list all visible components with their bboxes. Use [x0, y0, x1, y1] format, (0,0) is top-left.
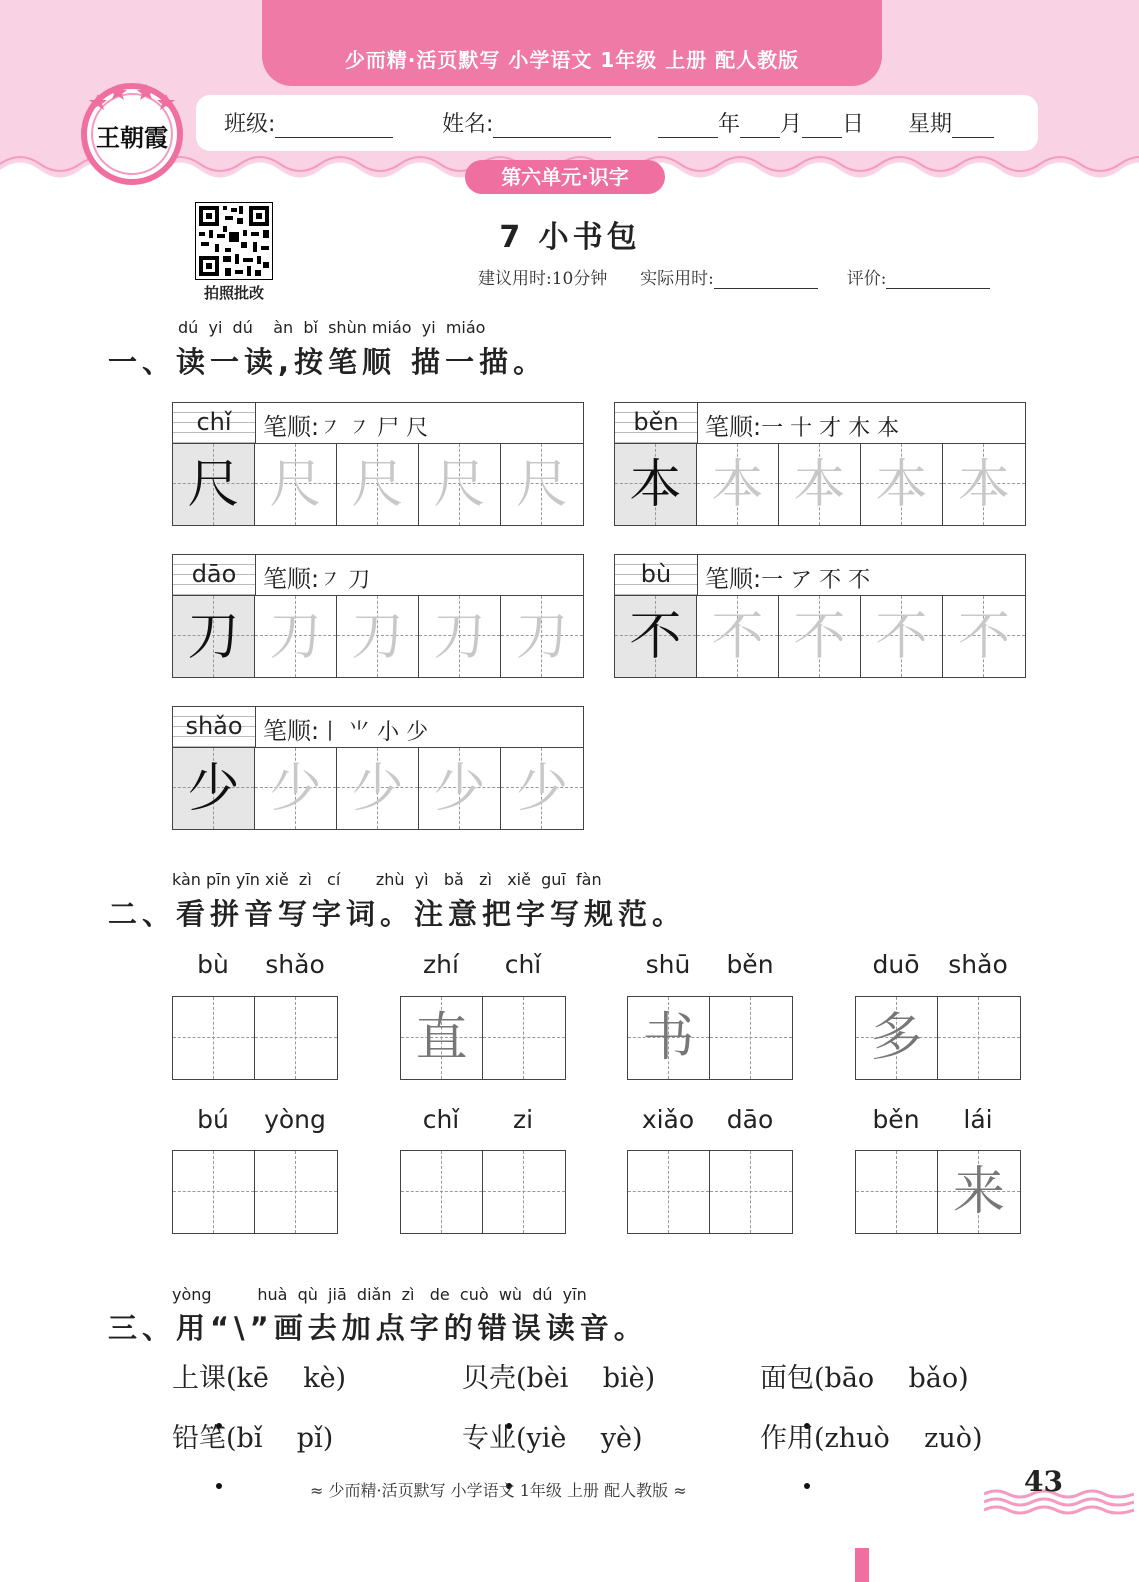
item-options: (bāo bǎo) — [814, 1363, 969, 1394]
item-options: (yiè yè) — [516, 1423, 643, 1454]
write-cell[interactable] — [938, 1151, 1020, 1233]
suggested-time: 建议用时:10分钟 — [478, 269, 608, 289]
weekday-field[interactable]: 星期 — [908, 107, 994, 138]
stroke-order — [263, 407, 428, 442]
word-pinyin: dāo — [726, 1105, 774, 1134]
pronunciation-item[interactable] — [462, 1416, 643, 1455]
stroke-label: 笔顺: — [705, 565, 762, 593]
write-cell[interactable] — [628, 1151, 710, 1233]
section2-title: 二、看拼音写字词。注意把字写规范。 — [108, 897, 687, 931]
word-pinyin: chǐ — [504, 950, 542, 979]
model-char-cell — [173, 443, 255, 525]
word-box — [400, 1150, 566, 1234]
trace-char: 少 — [269, 759, 322, 819]
stroke-order — [263, 559, 370, 594]
pronunciation-item[interactable] — [760, 1416, 983, 1455]
trace-char: 尺 — [351, 455, 404, 515]
qr-code-icon[interactable] — [195, 202, 273, 280]
trace-char-cell[interactable] — [779, 443, 861, 525]
trace-char: 尺 — [269, 455, 322, 515]
item-options: (bèi biè) — [516, 1363, 656, 1394]
stroke-sequence: 丨 ⺌ 小 少 — [319, 720, 429, 745]
time-row — [478, 264, 990, 289]
trace-char-cell[interactable] — [861, 595, 943, 677]
item-word: 面包 — [760, 1363, 814, 1394]
trace-char: 尺 — [433, 455, 486, 515]
trace-char-cell[interactable] — [943, 443, 1025, 525]
char-pinyin: běn — [615, 403, 698, 443]
char-block — [172, 706, 584, 830]
evaluation-label: 评价: — [846, 269, 887, 289]
model-char: 本 — [629, 455, 682, 515]
emphasis-dot — [804, 1483, 810, 1489]
write-cell[interactable] — [483, 1151, 565, 1233]
word-pinyin: yòng — [264, 1105, 326, 1134]
evaluation-field[interactable] — [886, 270, 990, 289]
item-word: 作用 — [760, 1423, 814, 1454]
class-field[interactable]: 班级: — [224, 107, 393, 138]
trace-char: 不 — [875, 607, 928, 667]
write-cell[interactable] — [856, 1151, 938, 1233]
unit-tag: 第六单元·识字 — [465, 160, 665, 194]
given-char: 多 — [870, 1008, 923, 1068]
trace-char: 本 — [793, 455, 846, 515]
brand-logo — [78, 78, 186, 186]
trace-char-cell[interactable] — [697, 595, 779, 677]
trace-char: 刀 — [269, 607, 322, 667]
stroke-order — [263, 711, 428, 746]
word-pinyin: duō — [872, 950, 920, 979]
given-char: 书 — [642, 1008, 695, 1068]
item-options: (bǐ pǐ) — [226, 1423, 334, 1454]
write-cell[interactable] — [710, 997, 792, 1079]
trace-char-cell[interactable] — [419, 595, 501, 677]
write-cell[interactable] — [401, 1151, 483, 1233]
trace-char-cell[interactable] — [419, 443, 501, 525]
emphasis-dot — [216, 1483, 222, 1489]
stroke-sequence: 一 ア 不 不 — [761, 568, 871, 593]
word-pinyin: zi — [512, 1105, 534, 1134]
trace-char: 刀 — [351, 607, 404, 667]
char-block — [614, 554, 1026, 678]
trace-char-cell[interactable] — [337, 443, 419, 525]
date-field[interactable]: 年 月 日 — [658, 107, 864, 138]
word-pinyin: shǎo — [948, 950, 1008, 979]
word-box — [172, 1150, 338, 1234]
char-block — [172, 554, 584, 678]
stroke-sequence: ㇇ ㇇ 尸 尺 — [319, 416, 429, 441]
item-options: (zhuò zuò) — [814, 1423, 983, 1454]
section3-title: 三、用“\”画去加点字的错误读音。 — [108, 1311, 648, 1345]
word-pinyin: bú — [197, 1105, 229, 1134]
trace-char: 本 — [957, 455, 1010, 515]
trace-char: 不 — [957, 607, 1010, 667]
trace-char-cell[interactable] — [255, 595, 337, 677]
trace-char: 少 — [433, 759, 486, 819]
page-edge-mark — [855, 1548, 869, 1582]
write-cell[interactable] — [710, 1151, 792, 1233]
section1-pinyin: dú yi dú àn bǐ shùn miáo yi miáo — [178, 318, 486, 337]
word-pinyin: chǐ — [422, 1105, 460, 1134]
trace-char-cell[interactable] — [943, 595, 1025, 677]
char-block — [614, 402, 1026, 526]
model-char-cell — [173, 595, 255, 677]
trace-char: 本 — [711, 455, 764, 515]
write-cell[interactable] — [628, 997, 710, 1079]
word-box — [627, 1150, 793, 1234]
item-word: 专业 — [462, 1423, 516, 1454]
series-title: 少而精·活页默写 小学语文 1年级 上册 配人教版 — [344, 48, 800, 72]
model-char: 刀 — [187, 607, 240, 667]
pronunciation-item[interactable] — [462, 1356, 655, 1395]
student-info-bar — [196, 95, 1038, 151]
char-block — [172, 402, 584, 526]
stroke-label: 笔顺: — [705, 413, 762, 441]
word-box — [400, 996, 566, 1080]
write-cell[interactable] — [483, 997, 565, 1079]
model-char: 尺 — [187, 455, 240, 515]
trace-char: 不 — [711, 607, 764, 667]
section3-pinyin: yòng huà qù jiā diǎn zì de cuò wù dú yīn — [172, 1285, 587, 1304]
word-pinyin: xiǎo — [641, 1105, 695, 1134]
lesson-title: 7 小书包 — [499, 220, 641, 255]
trace-char-cell[interactable] — [501, 443, 583, 525]
item-word: 上课 — [172, 1363, 226, 1394]
word-box — [627, 996, 793, 1080]
stroke-label: 笔顺: — [263, 717, 320, 745]
given-char: 来 — [952, 1162, 1005, 1222]
trace-char-cell[interactable] — [779, 595, 861, 677]
page-number: 43 — [1024, 1465, 1063, 1498]
trace-char-cell[interactable] — [337, 595, 419, 677]
pronunciation-item[interactable] — [760, 1356, 969, 1395]
series-tab — [262, 0, 882, 86]
actual-time-label: 实际用时: — [640, 269, 714, 289]
word-pinyin: shū — [645, 950, 691, 979]
logo-text: 王朝霞 — [96, 123, 168, 152]
word-box — [855, 1150, 1021, 1234]
stroke-label: 笔顺: — [263, 413, 320, 441]
item-options: (kē kè) — [226, 1363, 347, 1394]
trace-char: 尺 — [515, 455, 568, 515]
char-pinyin: chǐ — [173, 403, 256, 443]
word-box — [855, 996, 1021, 1080]
stroke-label: 笔顺: — [263, 565, 320, 593]
word-box — [172, 996, 338, 1080]
trace-char: 刀 — [515, 607, 568, 667]
trace-char-cell[interactable] — [255, 443, 337, 525]
word-pinyin: bù — [197, 950, 229, 979]
trace-char-cell[interactable] — [501, 747, 583, 829]
section1-title: 一、读一读,按笔顺 描一描。 — [108, 345, 548, 379]
model-char: 少 — [187, 759, 240, 819]
trace-char-cell[interactable] — [419, 747, 501, 829]
name-field[interactable]: 姓名: — [442, 107, 611, 138]
trace-char-cell[interactable] — [861, 443, 943, 525]
trace-char-cell[interactable] — [337, 747, 419, 829]
write-cell[interactable] — [938, 997, 1020, 1079]
word-pinyin: lái — [963, 1105, 993, 1134]
trace-char: 少 — [351, 759, 404, 819]
trace-char: 少 — [515, 759, 568, 819]
char-pinyin: shǎo — [173, 707, 256, 747]
actual-time-field[interactable] — [714, 270, 818, 289]
stroke-order — [705, 559, 870, 594]
trace-char-cell[interactable] — [697, 443, 779, 525]
stroke-sequence: 一 十 才 木 本 — [761, 416, 900, 441]
trace-char-cell[interactable] — [255, 747, 337, 829]
model-char-cell — [615, 443, 697, 525]
stroke-sequence: ㇇ 刀 — [319, 568, 371, 593]
model-char-cell — [615, 595, 697, 677]
word-pinyin: shǎo — [265, 950, 325, 979]
word-pinyin: zhí — [423, 950, 459, 979]
word-pinyin: běn — [872, 1105, 920, 1134]
word-pinyin: běn — [726, 950, 774, 979]
char-pinyin: bù — [615, 555, 698, 595]
section2-pinyin: kàn pīn yīn xiě zì cí zhù yì bǎ zì xiě guī fàn — [172, 870, 602, 889]
trace-char: 不 — [793, 607, 846, 667]
pronunciation-item[interactable] — [172, 1416, 333, 1455]
trace-char: 本 — [875, 455, 928, 515]
write-cell[interactable] — [255, 1151, 337, 1233]
model-char: 不 — [629, 607, 682, 667]
qr-label: 拍照批改 — [203, 284, 264, 302]
item-word: 铅笔 — [172, 1423, 226, 1454]
pronunciation-item[interactable] — [172, 1356, 346, 1395]
write-cell[interactable] — [255, 997, 337, 1079]
trace-char: 刀 — [433, 607, 486, 667]
given-char: 直 — [415, 1008, 468, 1068]
footer-text: ≈ 少而精·活页默写 小学语文 1年级 上册 配人教版 ≈ — [310, 1481, 687, 1500]
write-cell[interactable] — [173, 997, 255, 1079]
write-cell[interactable] — [401, 997, 483, 1079]
write-cell[interactable] — [173, 1151, 255, 1233]
write-cell[interactable] — [856, 997, 938, 1079]
char-pinyin: dāo — [173, 555, 256, 595]
stroke-order — [705, 407, 899, 442]
trace-char-cell[interactable] — [501, 595, 583, 677]
item-word: 贝壳 — [462, 1363, 516, 1394]
model-char-cell — [173, 747, 255, 829]
